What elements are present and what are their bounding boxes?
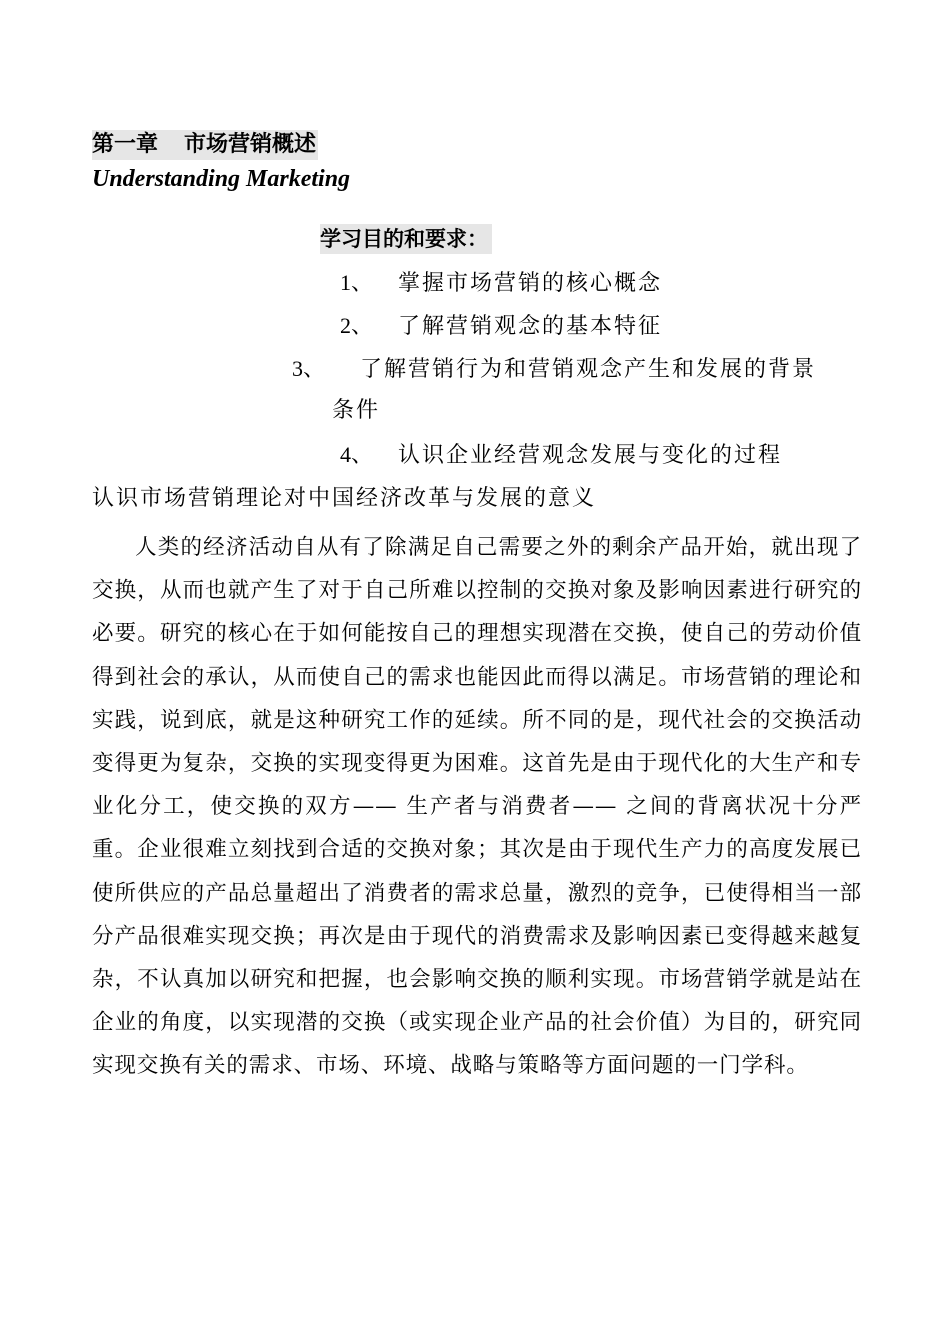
objective-text: 认识企业经营观念发展与变化的过程 [398,443,783,468]
objective-text: 掌握市场营销的核心概念 [398,271,663,296]
objective-number: 2、 [340,313,374,338]
objective-item-3 [292,354,816,385]
objective-item-1 [340,268,662,299]
objective-item-5: 认识市场营销理论对中国经济改革与发展的意义 [92,486,597,511]
objective-number: 4、 [340,442,374,467]
chapter-number: 第一章 [92,132,159,157]
objective-item-3-continuation: 条件 [332,398,381,423]
objective-number: 1、 [340,270,374,295]
objective-item-4 [340,440,782,471]
objectives-heading: 学习目的和要求： [320,224,492,254]
objective-number: 3、 [292,356,326,381]
body-paragraph: 人类的经济活动自从有了除满足自己需要之外的剩余产品开始，就出现了交换，从而也就产生了对于自己所难以控制的交换对象及影响因素进行研究的必要。研究的核心在于如何能按自己的理想实现潜在交换，使自己的劳动价值得到社会的承认，从而使自己的需求也能因此而得以满足。市场营销的理论和实践，说到底，就是这种研究工作的延续。所不同的是，现代社会的交换活动变得更为复杂，交换的实现变得更为困难。这首先是由于现代化的大生产和专业化分工，使交换的双方—— 生产者与消费者—— 之间的背离状况十分严重。企业很难立刻找到合适的交换对象；其次是由于现代生产力的高度发展已使所供应的产品总量超出了消费者的需求总量，激烈的竞争，已使得相当一部分产品很难实现交换；再次是由于现代的消费需求及影响因素已变得越来越复杂，不认真加以研究和把握，也会影响交换的顺利实现。市场营销学就是站在企业的角度，以实现潜的交换（或实现企业产品的社会价值）为目的，研究同实现交换有关的需求、市场、环境、战略与策略等方面问题的一门学科。 [92,535,862,1079]
chapter-name: 市场营销概述 [184,132,317,157]
chapter-title [92,130,318,160]
objective-text: 了解营销行为和营销观念产生和发展的背景 [360,357,817,382]
objective-item-2 [340,311,662,342]
chapter-english-title: Understanding Marketing [92,166,351,192]
objective-text: 了解营销观念的基本特征 [398,314,663,339]
